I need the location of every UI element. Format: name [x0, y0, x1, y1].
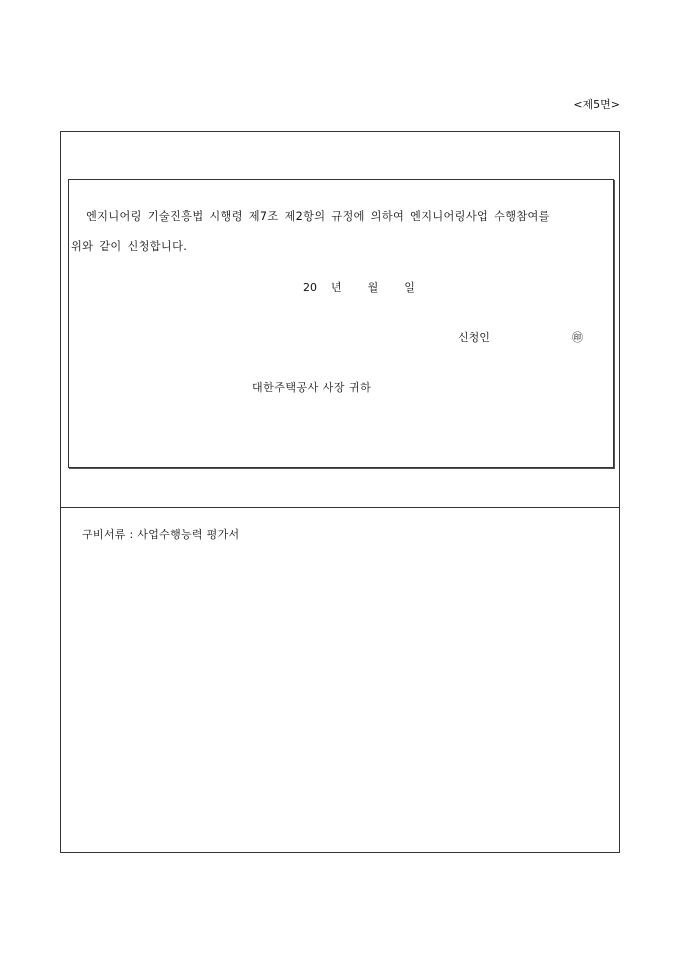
date-day-unit: 일 — [404, 281, 415, 294]
required-documents: 구비서류 : 사업수행능력 평가서 — [82, 528, 240, 541]
addressee: 대한주택공사 사장 귀하 — [252, 381, 372, 394]
statement-line-1: 엔지니어링 기술진흥법 시행령 제7조 제2항의 규정에 의하여 엔지니어링사업 수행참여를 — [86, 210, 550, 223]
seal-mark: ㊞ — [572, 331, 583, 344]
date-month-unit: 월 — [367, 281, 379, 294]
form-frame — [60, 131, 620, 853]
application-date — [303, 279, 415, 295]
application-statement — [69, 202, 613, 262]
statement-line-2: 위와 같이 신청합니다. — [71, 240, 188, 253]
section-divider — [61, 507, 619, 508]
page-number-label: <제5면> — [573, 98, 620, 111]
date-year-prefix: 20 — [303, 281, 317, 294]
applicant-label: 신청인 — [458, 331, 490, 344]
application-statement-box — [68, 179, 614, 468]
date-year-unit: 년 — [331, 281, 342, 294]
